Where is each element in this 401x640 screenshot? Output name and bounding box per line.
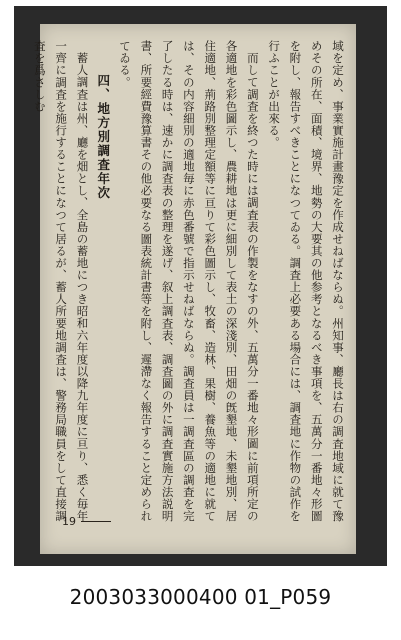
section-heading: 四、地方別調査年次 xyxy=(95,74,111,200)
book-page xyxy=(32,24,356,554)
footer-rule xyxy=(81,521,111,522)
body-paragraph-1: 域を定め、事業實施計畫豫定を作成せねばならぬ。州知事、廳長は右の調査地域に就て豫めその所在、面積、境界、地勢の大要其の他参考となるべき事項を、五萬分一番地々形圖を附し、報告すべきことになつてゐる。調査上必要ある場合には、調査地に作物の試作を行ふことが出來る。 xyxy=(267,40,345,522)
page-footer xyxy=(62,515,111,528)
section-paragraph: 蓄人調査は州、廳を畑とし、全島の蓄地につき昭和六年度以降九年度に亘り、悉く毎年一齊に調査を施行することになつて居るが、蓄人所要地調査は、警務局職員をして直接調査を爲さしむ xyxy=(32,40,90,522)
body-paragraph-2: 而して調査を終つた時には調査表の作製をなすの外、五萬分一番地々形圖に前項所定の各適地を彩色圖示し、農耕地は更に細別して表土の深淺別、田畑の旣墾地、未墾地別、居住適地、荊路別整理定額等に亘りて彩色圖示し、牧畜、造林、果樹、養魚等の適地に就ては、その内容細別の適地毎に赤色番號で指示せねばならぬ。調査員は一調査區の調査を完了したる時は、速かに調査表の整理を遂げ、叙上調査表、調査圖の外に調査實施方法説明書、所要經費豫算書その他必要なる圖表統計書等を附し、遲滯なく報告すること定められてゐる。 xyxy=(118,40,260,522)
image-caption: 2003033000400 01_P059 xyxy=(69,585,332,609)
page-number: 19 xyxy=(62,515,76,528)
